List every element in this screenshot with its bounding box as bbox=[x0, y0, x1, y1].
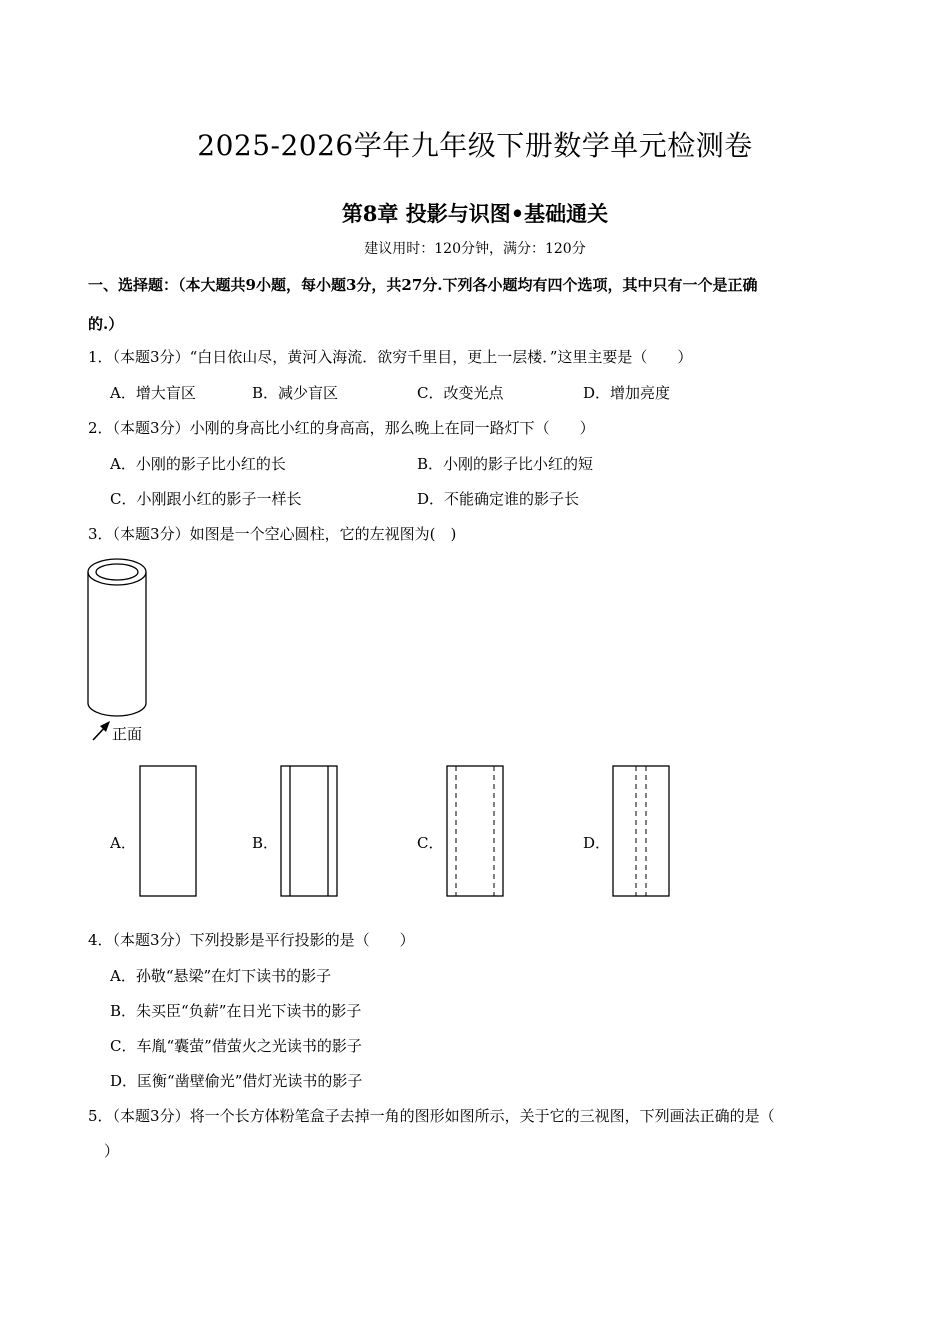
exam-meta: 建议用时：120分钟，满分：120分 bbox=[364, 241, 586, 257]
page-title: 2025-2026学年九年级下册数学单元检测卷 bbox=[197, 129, 753, 162]
question-3-option-d: D． bbox=[583, 834, 611, 852]
question-5-stem-cont: ） bbox=[104, 1142, 120, 1160]
option-c-view-figure bbox=[446, 765, 506, 898]
question-2-stem: 2．（本题3分）小刚的身高比小红的身高高，那么晚上在同一路灯下（ ） bbox=[88, 419, 595, 437]
question-4-option-a: A．孙敬“悬梁”在灯下读书的影子 bbox=[110, 967, 332, 985]
question-2-option-d: D．不能确定谁的影子长 bbox=[417, 490, 580, 508]
front-arrow-icon bbox=[88, 718, 114, 744]
question-2-option-c: C．小刚跟小红的影子一样长 bbox=[110, 490, 302, 508]
section-heading-cont: 的.） bbox=[88, 315, 124, 333]
option-d-view-figure bbox=[612, 765, 672, 898]
question-4-stem: 4．（本题3分）下列投影是平行投影的是（ ） bbox=[88, 931, 415, 949]
question-1-option-c: C．改变光点 bbox=[417, 384, 504, 402]
option-b-view-figure bbox=[280, 765, 340, 898]
question-1-stem: 1．（本题3分）“白日依山尽，黄河入海流．欲穷千里目，更上一层楼．”这里主要是（ ） bbox=[88, 348, 693, 366]
question-3-option-c: C． bbox=[417, 834, 444, 852]
question-1-option-d: D．增加亮度 bbox=[583, 384, 671, 402]
option-a-view-figure bbox=[139, 765, 199, 898]
chapter-subtitle: 第8章 投影与识图•基础通关 bbox=[341, 201, 609, 226]
question-3-option-b: B． bbox=[252, 834, 279, 852]
question-4-option-b: B．朱买臣“负薪”在日光下读书的影子 bbox=[110, 1002, 362, 1020]
question-2-option-a: A．小刚的影子比小红的长 bbox=[110, 455, 286, 473]
question-4-option-d: D．匡衡“凿壁偷光”借灯光读书的影子 bbox=[110, 1072, 363, 1090]
question-1-option-b: B．减少盲区 bbox=[252, 384, 339, 402]
hollow-cylinder-figure bbox=[84, 552, 154, 722]
section-heading: 一、选择题：（本大题共9小题，每小题3分，共27分.下列各小题均有四个选项，其中只有一个是正确 bbox=[88, 276, 758, 294]
question-2-option-b: B．小刚的影子比小红的短 bbox=[417, 455, 594, 473]
question-3-stem: 3．（本题3分）如图是一个空心圆柱，它的左视图为( ) bbox=[88, 525, 457, 543]
question-3-option-a: A． bbox=[110, 834, 136, 852]
front-label: 正面 bbox=[112, 725, 143, 743]
question-1-option-a: A．增大盲区 bbox=[110, 384, 196, 402]
question-4-option-c: C．车胤“囊萤”借萤火之光读书的影子 bbox=[110, 1037, 362, 1055]
question-5-stem: 5．（本题3分）将一个长方体粉笔盒子去掉一角的图形如图所示，关于它的三视图，下列画法正确的是（ bbox=[88, 1107, 775, 1125]
